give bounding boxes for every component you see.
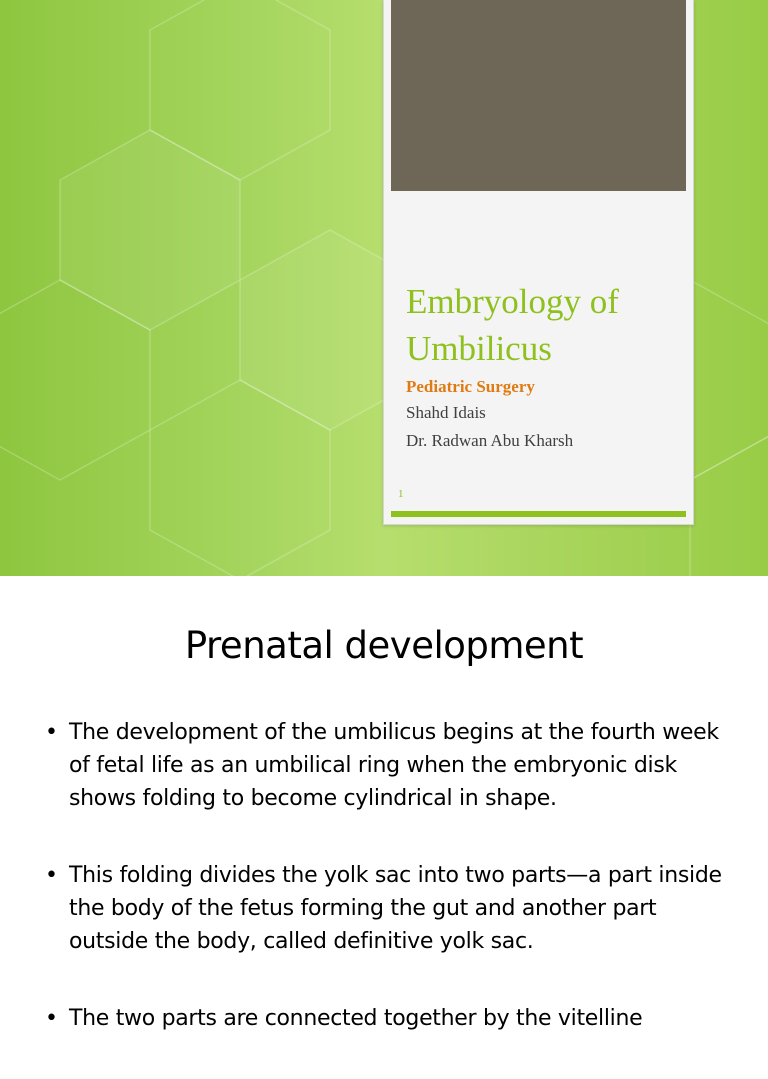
bullet-list <box>45 716 725 1079</box>
slide-number: 1 <box>398 488 404 500</box>
subtitle-course: Pediatric Surgery <box>406 377 535 396</box>
supervisor-name: Dr. Radwan Abu Kharsh <box>406 431 574 450</box>
bullet-text: The development of the umbilicus begins at the fourth week of fetal life as an umbilical ring when the embryonic disk shows folding to become cylindrical in shape. <box>69 720 719 811</box>
presentation-title: Embryology of Umbilicus <box>406 282 619 368</box>
title-photo-placeholder <box>391 0 686 191</box>
bullet-marker: • <box>45 1006 58 1031</box>
title-card <box>383 0 694 525</box>
bullet-text: The two parts are connected together by the vitelline <box>69 1006 643 1031</box>
bullet-marker: • <box>45 863 58 888</box>
list-item <box>45 859 725 958</box>
list-item <box>45 1002 725 1035</box>
accent-bar <box>391 511 686 517</box>
slide-title: Prenatal development <box>184 624 584 667</box>
list-item <box>45 716 725 815</box>
bullet-text: This folding divides the yolk sac into two parts—a part inside the body of the fetus forming the gut and another part outside the body, called definitive yolk sac. <box>69 863 722 954</box>
author-name: Shahd Idais <box>406 403 486 422</box>
bullet-marker: • <box>45 720 58 745</box>
content-slide <box>0 576 768 1031</box>
